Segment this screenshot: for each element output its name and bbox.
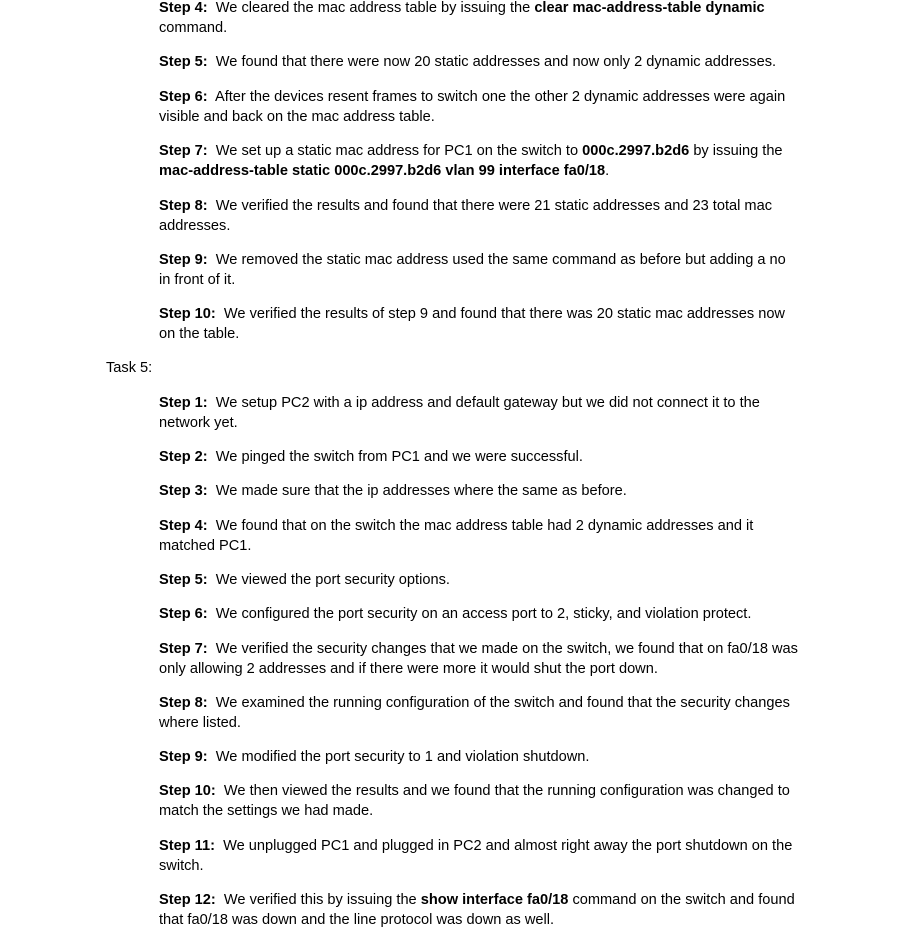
step-text: We viewed the port security options. — [215, 572, 450, 588]
command-text: mac-address-table static 000c.2997.b2d6 vlan 99 interface fa0/18 — [159, 163, 606, 179]
step-paragraph — [159, 747, 799, 767]
step-text: We examined the running configuration of the switch and found that the security changes where listed. — [159, 695, 790, 731]
step-text: We unplugged PC1 and plugged in PC2 and almost right away the port shutdown on the switch. — [159, 838, 793, 874]
step-text: We removed the static mac address used the same command as before but adding a no in front of it. — [159, 252, 786, 288]
step-label: Step 10: — [159, 306, 216, 322]
step-paragraph — [159, 141, 799, 181]
step-label: Step 8: — [159, 198, 208, 214]
step-paragraph — [159, 781, 799, 821]
step-label: Step 5: — [159, 54, 208, 70]
step-label: Step 3: — [159, 483, 208, 499]
command-text: show interface fa0/18 — [420, 892, 569, 908]
step-label: Step 10: — [159, 783, 216, 799]
step-text: command on the switch and found that fa0/18 was down and the line protocol was down as well. — [159, 892, 795, 928]
step-label: Step 2: — [159, 449, 208, 465]
step-text: We configured the port security on an access port to 2, sticky, and violation protect. — [215, 606, 752, 622]
step-text: We made sure that the ip addresses where the same as before. — [215, 483, 627, 499]
step-label: Step 12: — [159, 892, 216, 908]
step-label: Step 1: — [159, 395, 208, 411]
step-paragraph — [159, 87, 799, 127]
step-paragraph — [159, 481, 799, 501]
step-label: Step 9: — [159, 749, 208, 765]
step-text: We pinged the switch from PC1 and we were successful. — [215, 449, 583, 465]
step-paragraph — [159, 516, 799, 556]
step-paragraph — [159, 604, 799, 624]
step-text: command. — [159, 20, 228, 36]
mac-address-text: 000c.2997.b2d6 — [582, 143, 690, 159]
step-paragraph — [159, 693, 799, 733]
step-text: We verified the security changes that we made on the switch, we found that on fa0/18 was only allowing 2 addresses and if there were more it would shut the port down. — [159, 641, 798, 677]
step-paragraph — [159, 393, 799, 433]
step-paragraph — [159, 196, 799, 236]
step-text: We found that there were now 20 static addresses and now only 2 dynamic addresses. — [215, 54, 777, 70]
step-text: We then viewed the results and we found that the running configuration was changed to match the settings we had made. — [159, 783, 790, 819]
step-label: Step 8: — [159, 695, 208, 711]
step-paragraph — [159, 447, 799, 467]
step-label: Step 7: — [159, 143, 208, 159]
step-paragraph — [159, 304, 799, 344]
step-label: Step 5: — [159, 572, 208, 588]
step-text: We modified the port security to 1 and violation shutdown. — [215, 749, 590, 765]
step-paragraph — [159, 0, 799, 38]
step-text: We cleared the mac address table by issuing the — [215, 0, 531, 16]
step-label: Step 7: — [159, 641, 208, 657]
step-label: Step 11: — [159, 838, 215, 854]
step-paragraph — [159, 52, 799, 72]
step-label: Step 4: — [159, 0, 208, 16]
step-text: . — [605, 163, 610, 179]
step-paragraph — [159, 836, 799, 876]
step-label: Step 6: — [159, 89, 208, 105]
command-text: clear mac-address-table dynamic — [534, 0, 765, 16]
step-text: We verified the results and found that there were 21 static addresses and 23 total mac addresses. — [159, 198, 772, 234]
step-text: We verified the results of step 9 and found that there was 20 static mac addresses now on the table. — [159, 306, 785, 342]
step-label: Step 9: — [159, 252, 208, 268]
step-paragraph — [159, 890, 799, 930]
task-heading: Task 5: — [106, 360, 153, 376]
step-text: We verified this by issuing the — [223, 892, 417, 908]
step-text: After the devices resent frames to switch one the other 2 dynamic addresses were again visible and back on the mac address table. — [159, 89, 786, 125]
step-text: We found that on the switch the mac address table had 2 dynamic addresses and it matched PC1. — [159, 518, 754, 554]
step-paragraph — [159, 570, 799, 590]
step-text: We set up a static mac address for PC1 on the switch to — [215, 143, 579, 159]
step-text: We setup PC2 with a ip address and default gateway but we did not connect it to the network yet. — [159, 395, 760, 431]
step-label: Step 6: — [159, 606, 208, 622]
step-paragraph — [159, 250, 799, 290]
step-label: Step 4: — [159, 518, 208, 534]
step-paragraph — [159, 639, 799, 679]
step-text: by issuing the — [693, 143, 783, 159]
